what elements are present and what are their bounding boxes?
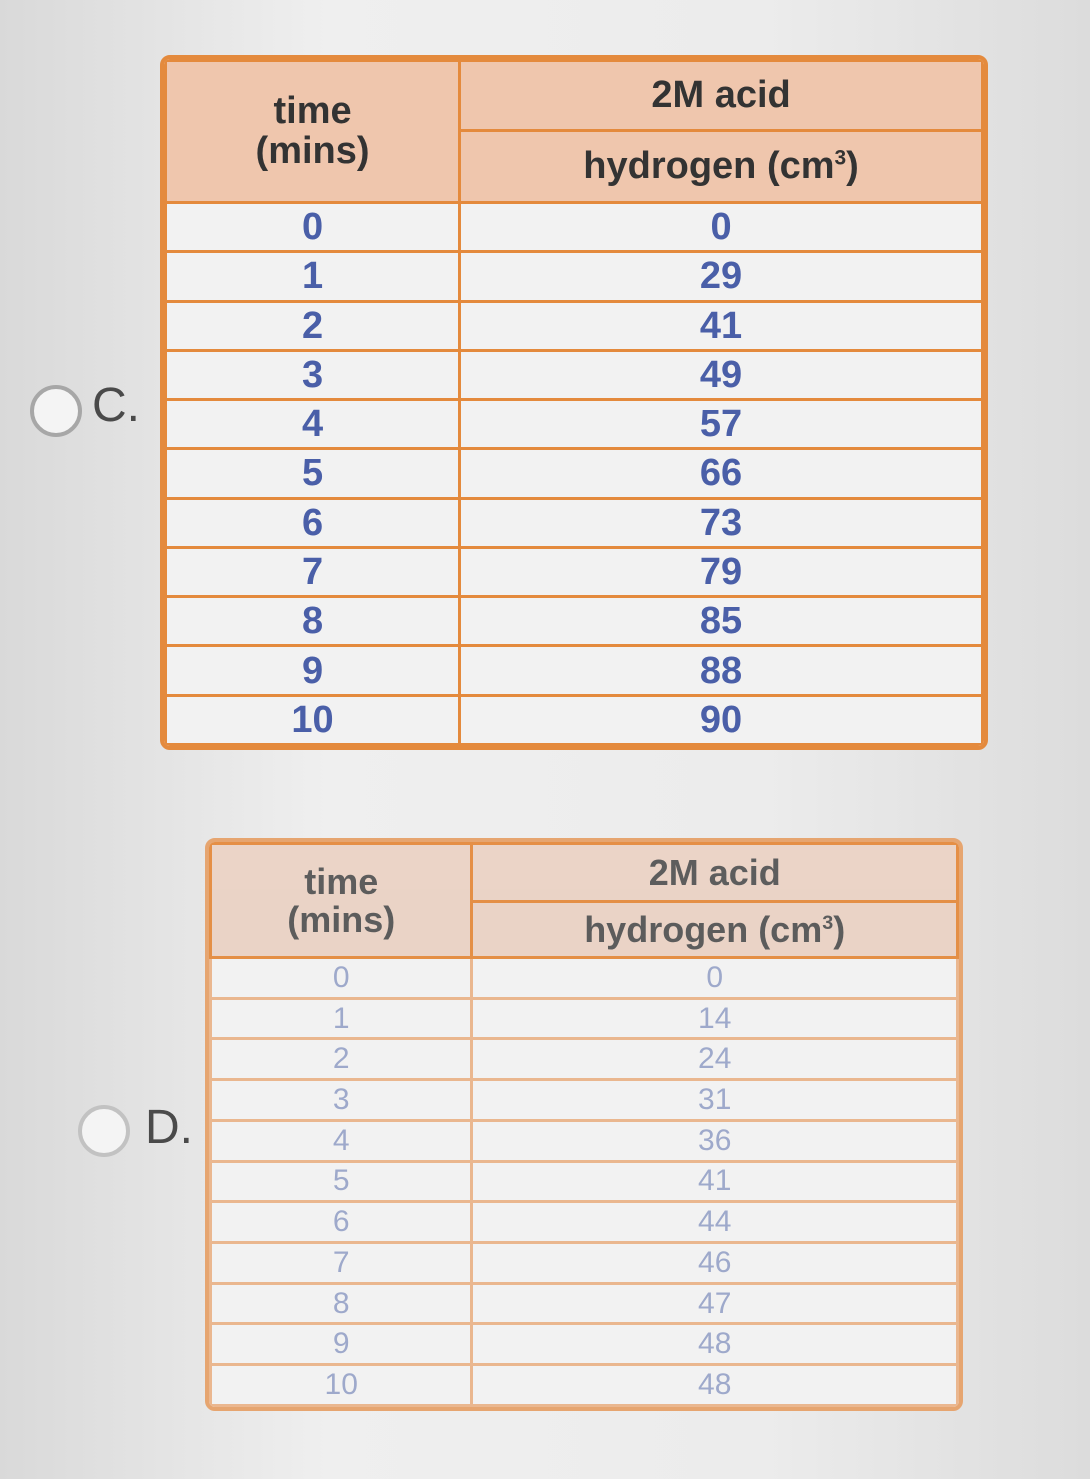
hydrogen-cell: 14	[472, 998, 958, 1039]
time-cell: 8	[211, 1283, 472, 1324]
hydrogen-cell: 0	[472, 958, 958, 999]
time-cell: 3	[166, 350, 460, 399]
time-header-line2: (mins)	[287, 898, 396, 940]
table-row	[211, 1243, 958, 1284]
hydrogen-header-close: )	[833, 908, 846, 950]
acid-header: 2M acid	[460, 61, 983, 131]
hydrogen-cell: 85	[460, 597, 983, 646]
table-row	[211, 1161, 958, 1202]
hydrogen-cell: 0	[460, 203, 983, 252]
hydrogen-cell: 79	[460, 547, 983, 596]
hydrogen-cell: 90	[460, 695, 983, 744]
option-d-table	[205, 838, 963, 1411]
table-row	[166, 597, 983, 646]
option-d-table-body	[211, 958, 958, 1406]
option-d-radio[interactable]	[78, 1105, 130, 1157]
table-row	[166, 301, 983, 350]
hydrogen-header-text: hydrogen (cm	[583, 144, 835, 187]
hydrogen-cell: 47	[472, 1283, 958, 1324]
hydrogen-header	[460, 131, 983, 203]
time-cell: 1	[166, 252, 460, 301]
table-row	[211, 1202, 958, 1243]
hydrogen-cell: 66	[460, 449, 983, 498]
time-cell: 7	[211, 1243, 472, 1284]
table-row	[166, 498, 983, 547]
hydrogen-header	[472, 902, 958, 958]
hydrogen-cell: 88	[460, 646, 983, 695]
table-row	[166, 350, 983, 399]
hydrogen-cell: 41	[472, 1161, 958, 1202]
table-row	[166, 695, 983, 744]
table-row	[211, 1080, 958, 1121]
time-cell: 2	[211, 1039, 472, 1080]
table-row	[166, 646, 983, 695]
time-cell: 0	[166, 203, 460, 252]
option-c-letter: C.	[92, 379, 140, 432]
time-header-line1: time	[304, 860, 379, 902]
table-row	[211, 1039, 958, 1080]
hydrogen-header-sup: 3	[822, 911, 834, 934]
time-cell: 9	[211, 1324, 472, 1365]
table-row	[166, 449, 983, 498]
acid-header: 2M acid	[472, 844, 958, 902]
hydrogen-header-sup: 3	[834, 145, 847, 169]
table-row	[211, 1365, 958, 1406]
option-d-letter: D.	[145, 1101, 193, 1154]
option-c-table	[160, 55, 988, 750]
table-row	[211, 1283, 958, 1324]
option-c-radio[interactable]	[30, 385, 82, 437]
hydrogen-cell: 24	[472, 1039, 958, 1080]
hydrogen-cell: 44	[472, 1202, 958, 1243]
time-cell: 5	[166, 449, 460, 498]
time-cell: 0	[211, 958, 472, 999]
table-row	[166, 400, 983, 449]
hydrogen-cell: 36	[472, 1120, 958, 1161]
table-row	[211, 998, 958, 1039]
hydrogen-cell: 48	[472, 1324, 958, 1365]
time-cell: 6	[166, 498, 460, 547]
time-cell: 7	[166, 547, 460, 596]
time-cell: 9	[166, 646, 460, 695]
time-cell: 5	[211, 1161, 472, 1202]
hydrogen-cell: 57	[460, 400, 983, 449]
time-cell: 2	[166, 301, 460, 350]
time-cell: 4	[166, 400, 460, 449]
option-c-table-body	[166, 203, 983, 745]
time-cell: 1	[211, 998, 472, 1039]
time-cell: 10	[166, 695, 460, 744]
hydrogen-cell: 48	[472, 1365, 958, 1406]
time-header	[211, 844, 472, 958]
time-header-line1: time	[273, 89, 352, 132]
hydrogen-cell: 73	[460, 498, 983, 547]
table-row	[211, 1120, 958, 1161]
hydrogen-cell: 46	[472, 1243, 958, 1284]
time-cell: 10	[211, 1365, 472, 1406]
hydrogen-cell: 41	[460, 301, 983, 350]
time-cell: 6	[211, 1202, 472, 1243]
hydrogen-cell: 29	[460, 252, 983, 301]
hydrogen-cell: 49	[460, 350, 983, 399]
table-row	[166, 252, 983, 301]
time-header	[166, 61, 460, 203]
table-row	[211, 1324, 958, 1365]
hydrogen-header-close: )	[846, 144, 859, 187]
time-cell: 8	[166, 597, 460, 646]
time-cell: 4	[211, 1120, 472, 1161]
table-row	[211, 958, 958, 999]
time-header-line2: (mins)	[255, 129, 370, 172]
table-row	[166, 547, 983, 596]
hydrogen-header-text: hydrogen (cm	[584, 908, 823, 950]
hydrogen-cell: 31	[472, 1080, 958, 1121]
time-cell: 3	[211, 1080, 472, 1121]
table-row	[166, 203, 983, 252]
